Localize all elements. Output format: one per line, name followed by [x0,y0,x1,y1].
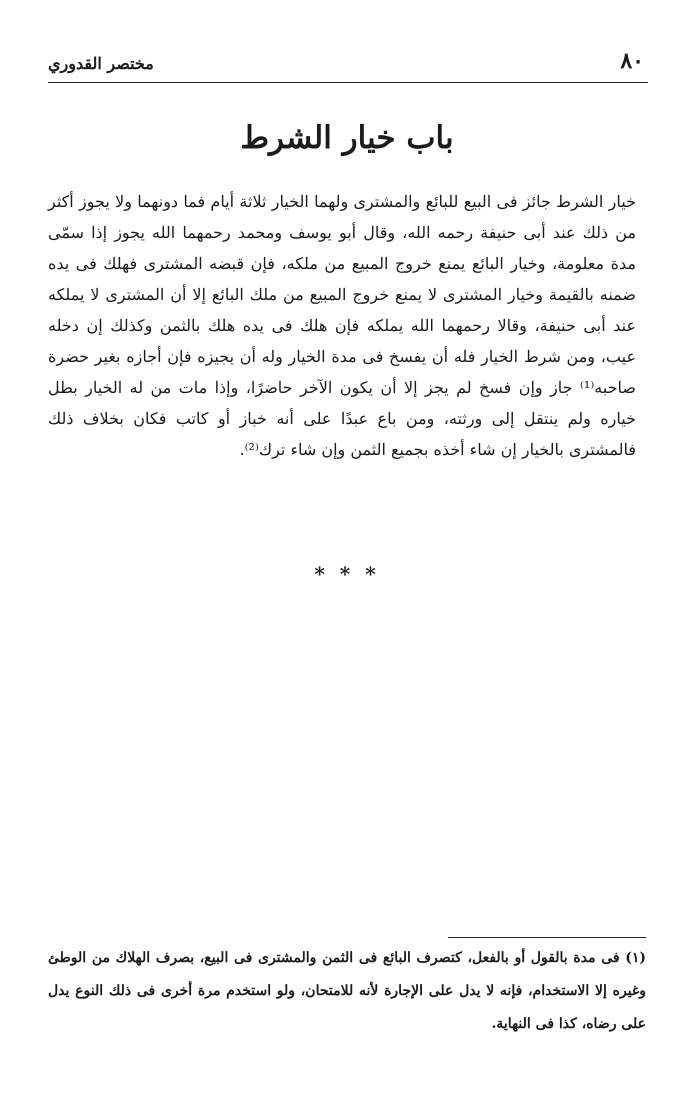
footnotes [48,942,646,1041]
footnote-1: (١) فى مدة بالقول أو بالفعل، كتصرف البائع فى الثمن والمشترى فى البيع، بصرف الهلاك من الوطئ وغيره إلا الاستخدام، فإنه لا يدل على الإجارة لأنه للامتحان، ولو استخدم مرة أخرى فى ذلك النوع يدل على رضاه، كذا فى النهاية. [48,950,646,1032]
body-text [48,186,636,465]
book-title: مختصر القدوري [48,54,154,73]
footnote-divider [448,937,646,938]
page-number: ٨٠ [620,48,644,74]
body-paragraph: خيار الشرط جائز فى البيع للبائع والمشترى ولهما الخيار ثلاثة أيام فما دونهما ولا يجوز أكثر من ذلك عند أبى حنيفة رحمه الله، وقال أبو يوسف ومحمد رحمهما الله يجوز إذا سمّى مدة معلومة، وخيار البائع يمنع خروج المبيع من ملكه، فإن قبضه المشترى فهلك فى يده ضمنه بالقيمة وخيار المشترى لا يمنع خروج المبيع من ملك البائع إلا أن المشترى لا يملكه عند أبى حنيفة، وقالا رحمهما الله يملكه فإن هلك فى يده هلك بالثمن وكذلك إن دخله عيب، ومن شرط الخيار فله أن يفسخ فى مدة الخيار وله أن يجيزه فإن أجازه بغير حضرة صاحبه⁽¹⁾ جاز وإن فسخ لم يجز إلا أن يكون الآخر حاضرًا، وإذا مات من له الخيار بطل خياره ولم ينتقل إلى ورثته، ومن باع عبدًا على أنه خباز أو كاتب فكان بخلاف ذلك فالمشترى بالخيار إن شاء أخذه بجميع الثمن وإن شاء ترك⁽²⁾. [48,192,636,459]
section-separator: * * * [314,562,380,586]
chapter-title: باب خيار الشرط [240,120,454,156]
page-header [48,44,648,83]
